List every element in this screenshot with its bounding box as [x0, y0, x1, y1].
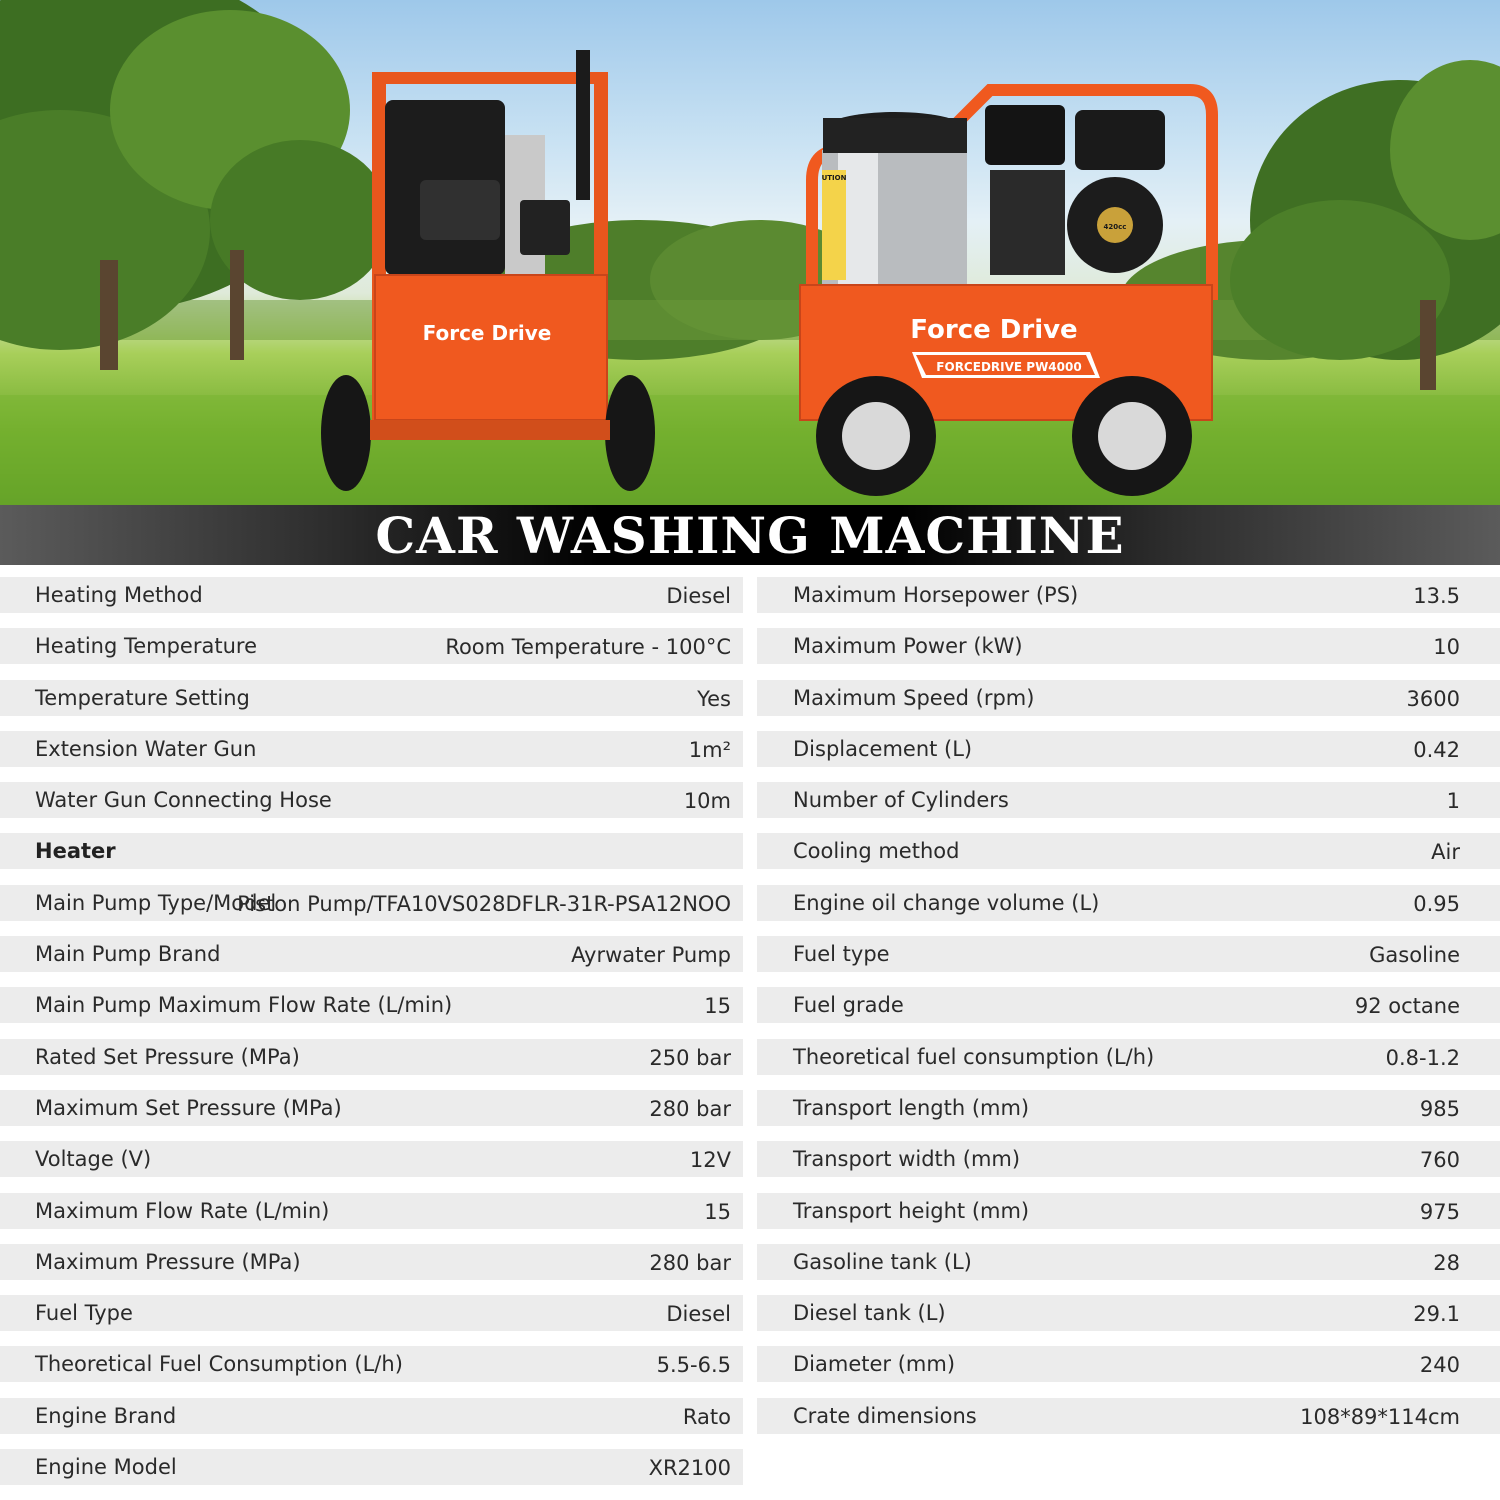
right-machine-logo: Force Drive [910, 315, 1078, 345]
spec-value: 0.42 [1413, 737, 1460, 762]
spec-row [757, 1039, 1500, 1075]
spec-value: 280 bar [649, 1250, 731, 1275]
spec-label: Maximum Set Pressure (MPa) [35, 1095, 342, 1120]
spec-label: Number of Cylinders [793, 788, 1009, 813]
spec-label: Maximum Horsepower (PS) [793, 583, 1079, 607]
spec-label: Displacement (L) [793, 736, 973, 761]
spec-row [757, 833, 1500, 869]
spec-label: Rated Set Pressure (MPa) [35, 1044, 300, 1069]
spec-value: Diesel [666, 1302, 731, 1327]
spec-label: Main Pump Type/Model [35, 890, 277, 915]
spec-label: Maximum Power (kW) [793, 634, 1023, 659]
spec-row [757, 1141, 1500, 1177]
spec-value: 28 [1433, 1250, 1460, 1275]
spec-label: Theoretical Fuel Consumption (L/h) [35, 1352, 403, 1377]
spec-row [757, 1244, 1500, 1280]
right-tree [1230, 60, 1500, 390]
spec-label: Fuel Type [35, 1301, 133, 1326]
spec-row [757, 1295, 1500, 1331]
spec-row [0, 628, 743, 664]
spec-row [0, 1141, 743, 1177]
left-machine-logo: Force Drive [422, 321, 552, 345]
spec-label: Extension Water Gun [35, 736, 257, 761]
grass [0, 395, 1500, 505]
spec-value: Rato [682, 1404, 731, 1429]
spec-row [757, 1090, 1500, 1126]
spec-label: Heating Method [35, 583, 203, 607]
spec-value: 240 [1419, 1353, 1460, 1378]
spec-row [757, 885, 1500, 921]
spec-value: 5.5-6.5 [656, 1353, 731, 1378]
spec-value: 15 [704, 1199, 731, 1224]
spec-value: Room Temperature - 100°C [445, 635, 731, 660]
spec-label: Main Pump Maximum Flow Rate (L/min) [35, 993, 453, 1018]
engine-badge-text: 420cc [1103, 223, 1127, 231]
spec-value: 975 [1419, 1199, 1460, 1224]
spec-value: 0.8-1.2 [1385, 1045, 1460, 1070]
spec-row [0, 1090, 743, 1126]
spec-row [757, 1193, 1500, 1229]
spec-row [0, 782, 743, 818]
spec-row [757, 1346, 1500, 1382]
page-title: CAR WASHING MACHINE [375, 506, 1125, 565]
spec-section-header [0, 833, 743, 869]
spec-label: Heating Temperature [35, 634, 257, 659]
spec-value: 15 [704, 994, 731, 1019]
spec-value: 10m [683, 789, 731, 814]
spec-value: Diesel [666, 584, 731, 608]
spec-label: Engine Model [35, 1455, 177, 1480]
spec-row [757, 782, 1500, 818]
spec-label: Diameter (mm) [793, 1352, 956, 1377]
title-banner [0, 505, 1500, 565]
spec-table-right [757, 577, 1500, 1449]
spec-row [0, 936, 743, 972]
spec-label: Gasoline tank (L) [793, 1249, 972, 1274]
spec-value: 280 bar [649, 1096, 731, 1121]
spec-table-left [0, 577, 743, 1500]
spec-value: 13.5 [1413, 584, 1460, 608]
spec-label: Heater [35, 839, 116, 864]
model-plate: FORCEDRIVE PW4000 [936, 360, 1082, 374]
spec-value: 92 octane [1354, 994, 1460, 1019]
hero-scene [0, 0, 1500, 505]
spec-label: Theoretical fuel consumption (L/h) [793, 1044, 1155, 1069]
spec-value: 760 [1419, 1148, 1460, 1173]
spec-value: Piston Pump/TFA10VS028DFLR-31R-PSA12NOO [237, 891, 731, 916]
spec-label: Fuel type [793, 942, 890, 967]
spec-row [0, 577, 743, 613]
spec-row [757, 1398, 1500, 1434]
spec-value: XR2100 [648, 1456, 731, 1481]
spec-label: Crate dimensions [793, 1403, 977, 1428]
spec-label: Maximum Speed (rpm) [793, 685, 1035, 710]
spec-row [757, 987, 1500, 1023]
spec-row [0, 1295, 743, 1331]
spec-value: 985 [1419, 1096, 1460, 1121]
spec-label: Transport length (mm) [793, 1095, 1030, 1120]
spec-label: Main Pump Brand [35, 942, 221, 967]
spec-label: Water Gun Connecting Hose [35, 788, 332, 813]
spec-value: Gasoline [1369, 943, 1460, 968]
spec-value: 1 [1446, 789, 1460, 814]
spec-value: Air [1431, 840, 1460, 865]
product-hero-image [0, 0, 1500, 505]
spec-value: 3600 [1406, 686, 1460, 711]
spec-label: Temperature Setting [35, 685, 250, 710]
machine-front-view [321, 50, 655, 491]
spec-label: Transport width (mm) [793, 1147, 1021, 1172]
spec-value: Yes [697, 686, 731, 711]
spec-row [0, 731, 743, 767]
spec-row [0, 1244, 743, 1280]
spec-label: Diesel tank (L) [793, 1301, 946, 1326]
spec-value: 0.95 [1413, 891, 1460, 916]
spec-label: Maximum Flow Rate (L/min) [35, 1198, 330, 1223]
spec-row [0, 1398, 743, 1434]
spec-label: Engine Brand [35, 1403, 177, 1428]
spec-label: Cooling method [793, 839, 960, 864]
spec-label: Engine oil change volume (L) [793, 890, 1100, 915]
spec-row [757, 731, 1500, 767]
spec-value: 1m² [688, 737, 731, 762]
spec-value: 29.1 [1413, 1302, 1460, 1327]
spec-row [0, 1039, 743, 1075]
spec-row [0, 1449, 743, 1485]
spec-row [0, 987, 743, 1023]
spec-row [0, 885, 743, 921]
spec-row [0, 680, 743, 716]
spec-label: Voltage (V) [35, 1147, 152, 1172]
spec-label: Fuel grade [793, 993, 904, 1018]
spec-row [757, 577, 1500, 613]
spec-row [757, 680, 1500, 716]
spec-value: 250 bar [649, 1045, 731, 1070]
spec-label: Maximum Pressure (MPa) [35, 1249, 301, 1274]
spec-value: 10 [1433, 635, 1460, 660]
caution-label: UTION [821, 174, 847, 182]
spec-row [0, 1193, 743, 1229]
spec-value: Ayrwater Pump [571, 943, 731, 968]
spec-row [757, 628, 1500, 664]
spec-value: 12V [689, 1148, 731, 1173]
spec-label: Transport height (mm) [793, 1198, 1030, 1223]
spec-row [757, 936, 1500, 972]
spec-value: 108*89*114cm [1300, 1404, 1460, 1429]
spec-row [0, 1346, 743, 1382]
